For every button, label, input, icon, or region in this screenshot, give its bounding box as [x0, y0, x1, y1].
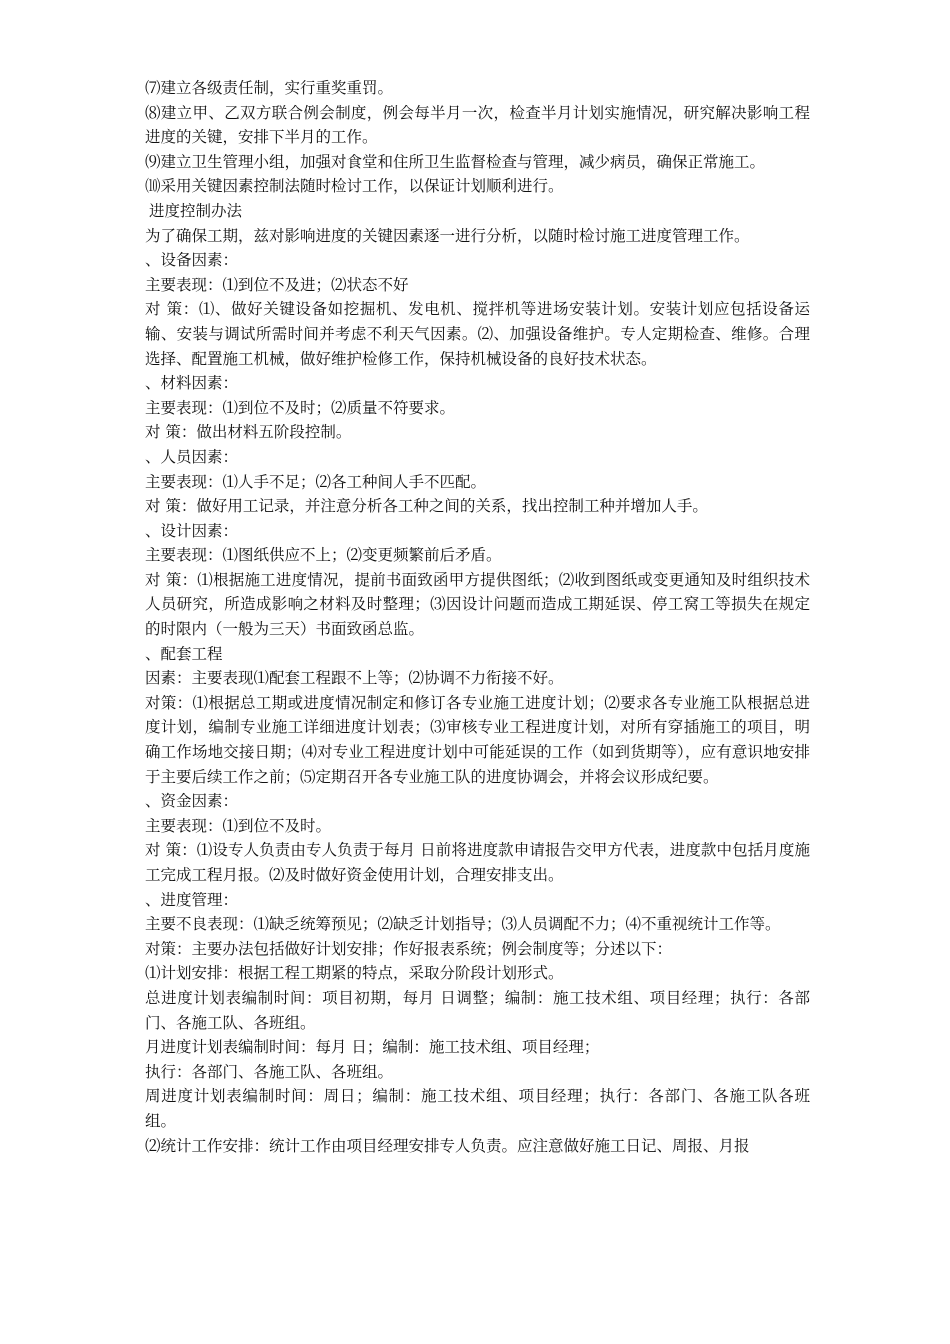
paragraph: 对 策：做好用工记录，并注意分析各工种之间的关系，找出控制工种并增加人手。: [145, 497, 708, 516]
subsection-heading: 、材料因素：: [145, 374, 239, 393]
subsection-heading: 、资金因素：: [145, 792, 239, 811]
paragraph: 主要表现：⑴图纸供应不上；⑵变更频繁前后矛盾。: [145, 546, 502, 565]
paragraph: ⑼建立卫生管理小组，加强对食堂和住所卫生监督检查与管理，减少病员，确保正常施工。: [145, 152, 766, 171]
subsection-heading: 、设备因素：: [145, 251, 239, 270]
paragraph: 主要表现：⑴到位不及时；⑵质量不符要求。: [145, 398, 456, 417]
subsection-heading: 、配套工程: [145, 644, 223, 663]
paragraph: 对策：主要办法包括做好计划安排；作好报表系统；例会制度等；分述以下：: [145, 939, 673, 958]
paragraph: ⑺建立各级责任制，实行重奖重罚。: [145, 79, 394, 97]
paragraph: 因素：主要表现⑴配套工程跟不上等；⑵协调不力衔接不好。: [145, 669, 564, 688]
paragraph: 总进度计划表编制时间：项目初期，每月 日调整；编制：施工技术组、项目经理；执行：各部门、各施工队、各班组。: [145, 988, 810, 1032]
paragraph: 主要表现：⑴人手不足；⑵各工种间人手不匹配。: [145, 472, 487, 491]
subsection-heading: 、进度管理：: [145, 890, 239, 909]
paragraph: 执行：各部门、各施工队、各班组。: [145, 1062, 394, 1081]
paragraph: ⑽采用关键因素控制法随时检讨工作，以保证计划顺利进行。: [145, 177, 564, 196]
paragraph: ⑻建立甲、乙双方联合例会制度，例会每半月一次，检查半月计划实施情况，研究解决影响工程进度的关键，安排下半月的工作。: [145, 103, 810, 147]
paragraph: 月进度计划表编制时间：每月 日；编制：施工技术组、项目经理；: [145, 1038, 600, 1057]
paragraph: 主要表现：⑴到位不及时。: [145, 816, 332, 835]
paragraph: 周进度计划表编制时间：周日；编制：施工技术组、项目经理；执行：各部门、各施工队各班组。: [145, 1087, 810, 1130]
document-body: [145, 76, 810, 1158]
paragraph: 对 策：做出材料五阶段控制。: [145, 423, 352, 442]
paragraph: 对 策：⑴、做好关键设备如挖掘机、发电机、搅拌机等进场安装计划。安装计划应包括设备运输、安装与调试所需时间并考虑不利天气因素。⑵、加强设备维护。专人定期检查、维修。合理选择、配置施工机械，做好维护检修工作，保持机械设备的良好技术状态。: [145, 300, 810, 368]
paragraph: ⑵统计工作安排：统计工作由项目经理安排专人负责。应注意做好施工日记、周报、月报: [145, 1136, 750, 1155]
paragraph: 主要不良表现：⑴缺乏统筹预见；⑵缺乏计划指导；⑶人员调配不力；⑷不重视统计工作等。: [145, 915, 781, 934]
paragraph: 对 策：⑴设专人负责由专人负责于每月 日前将进度款申请报告交甲方代表，进度款中包括月度施工完成工程月报。⑵及时做好资金使用计划，合理安排支出。: [145, 841, 810, 884]
paragraph: 对策：⑴根据总工期或进度情况制定和修订各专业施工进度计划；⑵要求各专业施工队根据总进度计划，编制专业施工详细进度计划表；⑶审核专业工程进度计划，对所有穿插施工的项目，明确工作场地交接日期；⑷对专业工程进度计划中可能延误的工作（如到货期等），应有意识地安排于主要后续工作之前；⑸定期召开各专业施工队的进度协调会，并将会议形成纪要。: [145, 693, 810, 786]
paragraph: 为了确保工期，兹对影响进度的关键因素逐一进行分析，以随时检讨施工进度管理工作。: [145, 226, 750, 245]
paragraph: ⑴计划安排：根据工程工期紧的特点，采取分阶段计划形式。: [145, 964, 564, 983]
paragraph: 对 策：⑴根据施工进度情况，提前书面致函甲方提供图纸；⑵收到图纸或变更通知及时组织技术人员研究，所造成影响之材料及时整理；⑶因设计问题而造成工期延误、停工窝工等损失在规定的时限内（一般为三天）书面致函总监。: [145, 570, 810, 639]
paragraph: 主要表现：⑴到位不及进；⑵状态不好: [145, 275, 409, 294]
section-heading: 进度控制办法: [149, 201, 243, 220]
subsection-heading: 、人员因素：: [145, 447, 239, 466]
subsection-heading: 、设计因素：: [145, 521, 239, 540]
